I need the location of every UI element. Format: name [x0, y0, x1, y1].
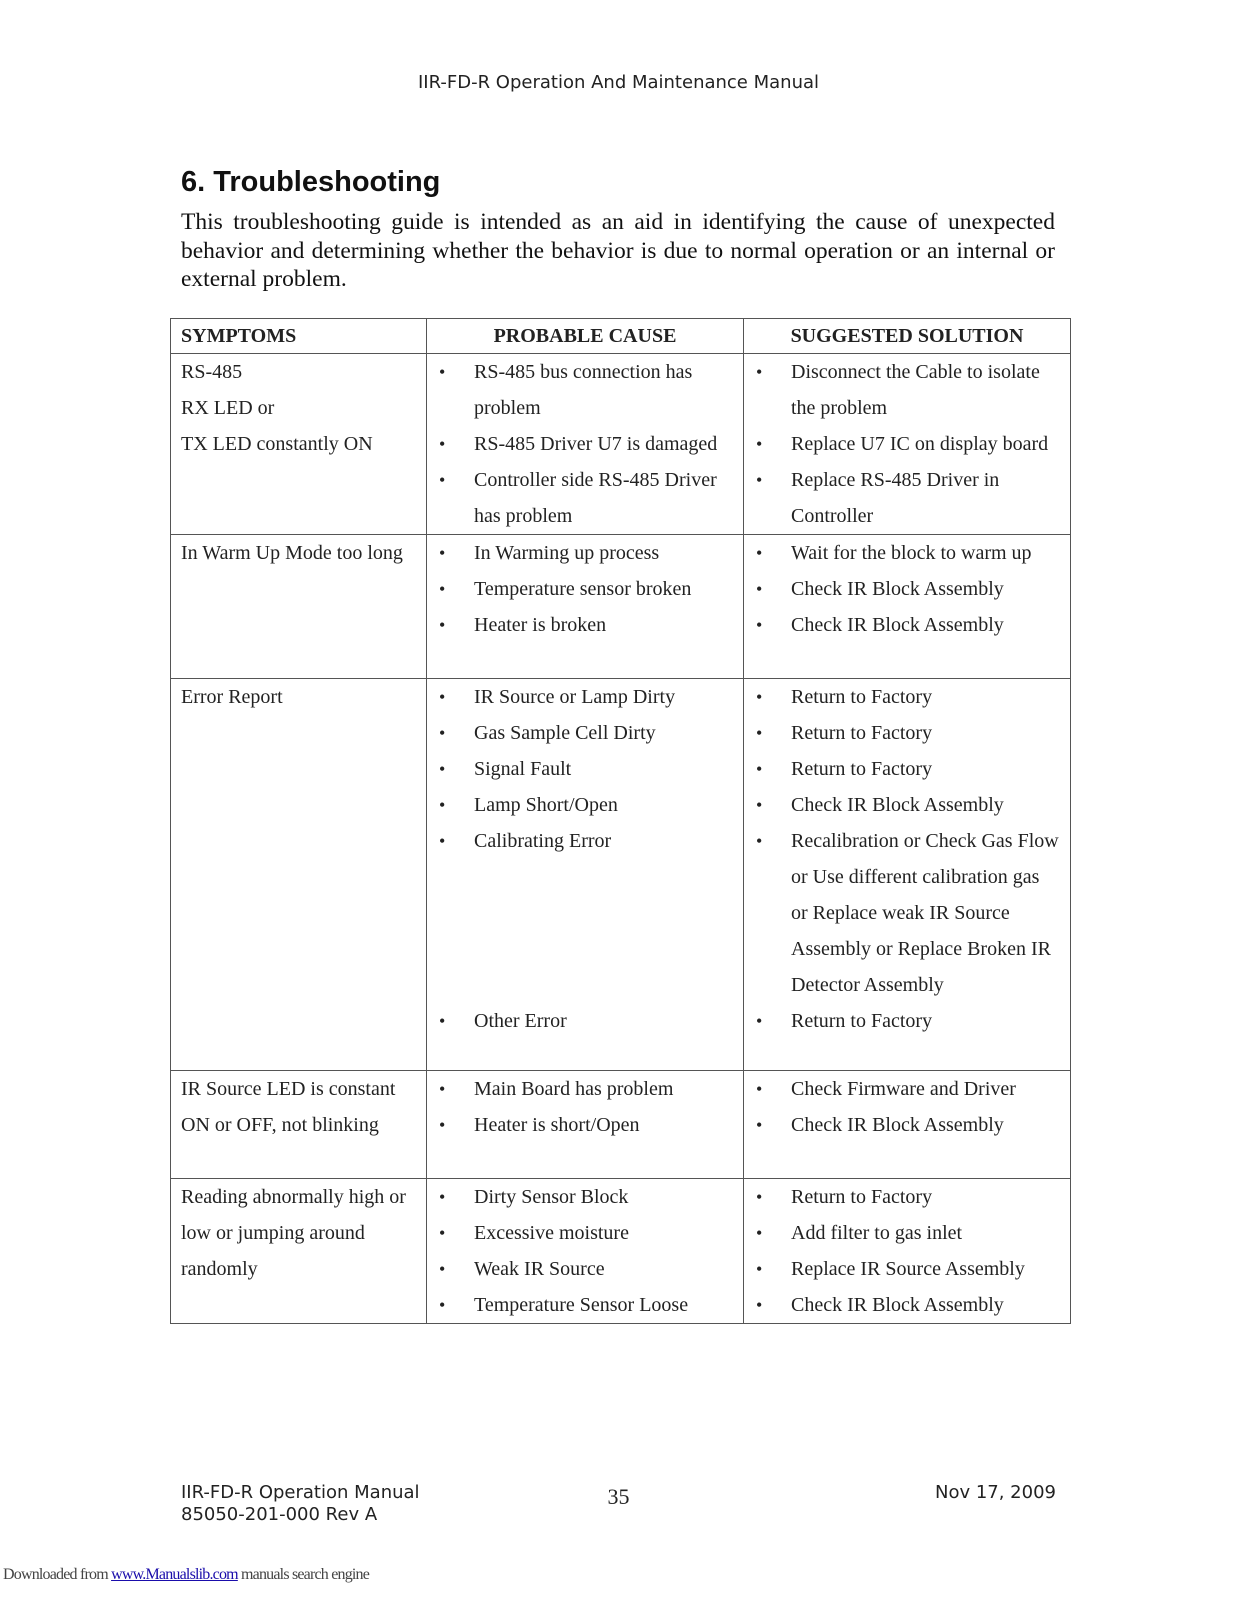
cause-cell — [427, 354, 744, 535]
symptom-cell — [171, 354, 427, 535]
list-item: • Lamp Short/Open — [437, 787, 733, 823]
list-item: • Return to Factory — [754, 715, 1060, 751]
list-item: • IR Source or Lamp Dirty — [437, 679, 733, 715]
list-item: • Return to Factory — [754, 1179, 1060, 1215]
list-item: • In Warming up process — [437, 535, 733, 571]
intro-paragraph: This troubleshooting guide is intended as an aid in identifying the cause of unexpected behavior and determining whether the behavior is due to normal operation or an internal or external problem. — [181, 209, 1055, 292]
download-prefix: Downloaded from — [3, 1566, 112, 1583]
troubleshooting-table — [170, 318, 1071, 1324]
footer-date: Nov 17, 2009 — [934, 1482, 1056, 1503]
header-probable-cause: PROBABLE CAUSE — [427, 319, 744, 354]
list-item: • Other Error — [437, 1003, 733, 1039]
symptom-line: randomly — [181, 1258, 258, 1280]
symptom-line: IR Source LED is constant — [181, 1078, 396, 1100]
symptom-cell — [171, 679, 427, 1071]
solution-cell — [744, 1071, 1071, 1179]
list-item: • Signal Fault — [437, 751, 733, 787]
list-item: • Return to Factory — [754, 679, 1060, 715]
download-suffix: manuals search engine — [237, 1566, 370, 1583]
list-item: • Heater is broken — [437, 607, 733, 643]
symptom-line: ON or OFF, not blinking — [181, 1114, 379, 1136]
download-notice — [3, 1566, 369, 1584]
list-item: • Dirty Sensor Block — [437, 1179, 733, 1215]
footer-part-number: 85050-201-000 Rev A — [181, 1504, 378, 1525]
footer-manual-title: IIR-FD-R Operation Manual — [181, 1482, 420, 1503]
list-item: • Add filter to gas inlet — [754, 1215, 1060, 1251]
list-item: • Heater is short/Open — [437, 1107, 733, 1143]
page-number: 35 — [607, 1484, 630, 1509]
table-row — [171, 1179, 1071, 1324]
list-item: • Check IR Block Assembly — [754, 787, 1060, 823]
table-row — [171, 1071, 1071, 1179]
list-item: • Calibrating Error — [437, 823, 733, 859]
symptom-line: Reading abnormally high or — [181, 1186, 406, 1208]
solution-cell — [744, 535, 1071, 679]
solution-cell — [744, 679, 1071, 1071]
header-suggested-solution: SUGGESTED SOLUTION — [744, 319, 1071, 354]
list-item: • Replace U7 IC on display board — [754, 426, 1060, 462]
symptom-cell — [171, 1071, 427, 1179]
section-title: 6. Troubleshooting — [181, 166, 441, 198]
running-header: IIR-FD-R Operation And Maintenance Manual — [417, 72, 820, 93]
list-item: • Gas Sample Cell Dirty — [437, 715, 733, 751]
table-row — [171, 679, 1071, 1071]
manualslib-link[interactable]: www.Manualslib.com — [111, 1566, 238, 1583]
header-symptoms: SYMPTOMS — [171, 319, 427, 354]
list-item: • Check Firmware and Driver — [754, 1071, 1060, 1107]
symptom-cell — [171, 535, 427, 679]
list-item: • Return to Factory — [754, 1003, 1060, 1039]
cause-cell — [427, 1179, 744, 1324]
list-item: • Recalibration or Check Gas Flow or Use different calibration gas or Replace weak IR Source Assembly or Replace Broken IR Detector Assembly — [754, 823, 1060, 1003]
list-item: • Check IR Block Assembly — [754, 607, 1060, 643]
list-item: • Check IR Block Assembly — [754, 1287, 1060, 1323]
cause-cell — [427, 679, 744, 1071]
list-item: • Replace IR Source Assembly — [754, 1251, 1060, 1287]
list-item: • Weak IR Source — [437, 1251, 733, 1287]
cause-cell — [427, 1071, 744, 1179]
solution-cell — [744, 354, 1071, 535]
list-item: • Controller side RS-485 Driver has problem — [437, 462, 733, 534]
table-row — [171, 354, 1071, 535]
list-item: • Disconnect the Cable to isolate the problem — [754, 354, 1060, 426]
list-item: • Replace RS-485 Driver in Controller — [754, 462, 1060, 534]
list-item: • Check IR Block Assembly — [754, 1107, 1060, 1143]
table-row — [171, 535, 1071, 679]
solution-cell — [744, 1179, 1071, 1324]
table-header-row — [171, 319, 1071, 354]
symptom-line: TX LED constantly ON — [181, 433, 373, 455]
symptom-line: low or jumping around — [181, 1222, 365, 1244]
list-item: • Check IR Block Assembly — [754, 571, 1060, 607]
list-item: • Wait for the block to warm up — [754, 535, 1060, 571]
list-item: • RS-485 bus connection has problem — [437, 354, 733, 426]
list-item: • Temperature sensor broken — [437, 571, 733, 607]
cause-cell — [427, 535, 744, 679]
list-item: • Temperature Sensor Loose — [437, 1287, 733, 1323]
list-item: • Main Board has problem — [437, 1071, 733, 1107]
symptom-line: RS-485 — [181, 361, 243, 383]
symptom-line: RX LED or — [181, 397, 275, 419]
list-item: • Return to Factory — [754, 751, 1060, 787]
symptom-cell — [171, 1179, 427, 1324]
list-item: • Excessive moisture — [437, 1215, 733, 1251]
symptom-line: Error Report — [181, 686, 283, 708]
symptom-line: In Warm Up Mode too long — [181, 542, 403, 564]
list-item: • RS-485 Driver U7 is damaged — [437, 426, 733, 462]
